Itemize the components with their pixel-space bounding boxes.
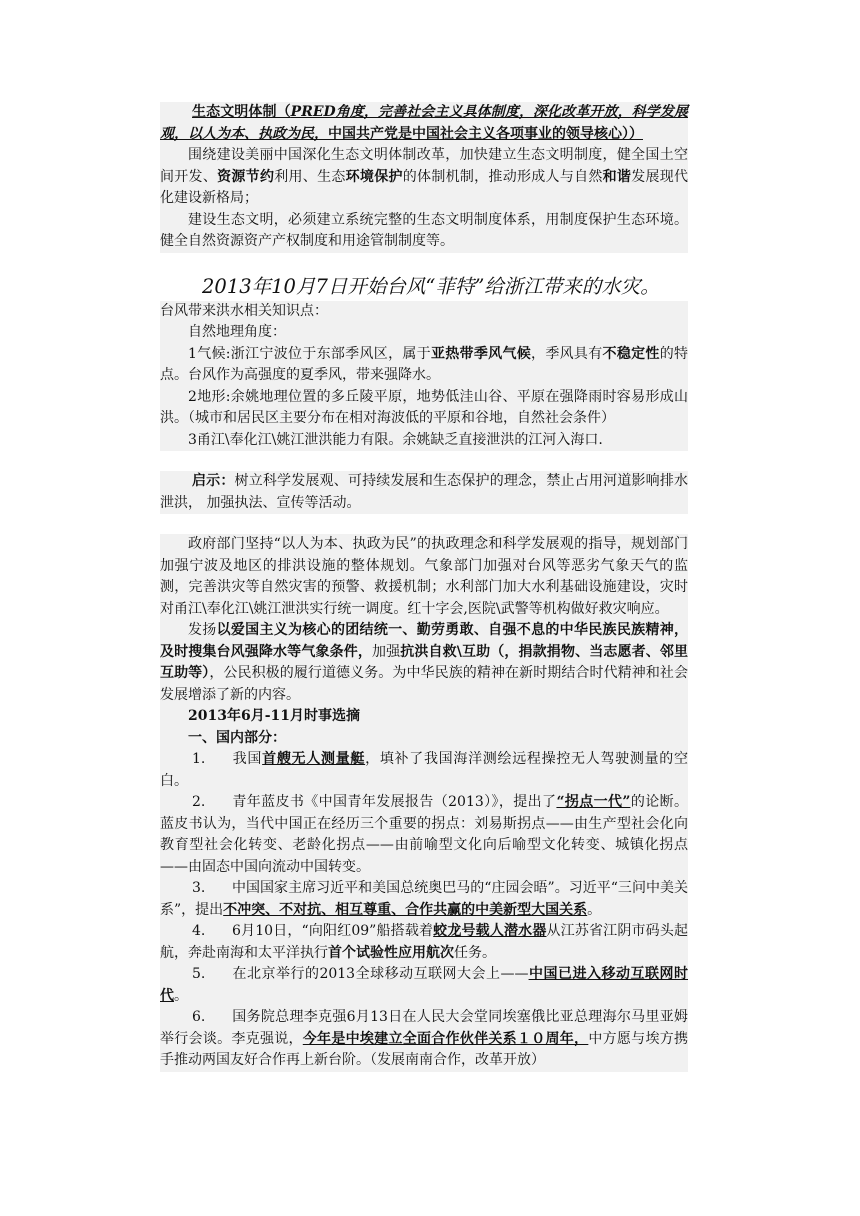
- text: 以爱国主义为核心的团结统一、勤劳勇敢、自强不息的中华民族民族精神: [216, 622, 675, 638]
- text: 在北京举行的2013全球移动互联网大会上——: [232, 966, 529, 982]
- geo-angle-label: 自然地理角度：: [188, 324, 286, 340]
- text: 首个试验性应用航次: [328, 944, 454, 961]
- text: 青年蓝皮书《中国青年发展报告（2013）》，提出了: [232, 794, 557, 810]
- heading-part: 中国共产党是中国社会主义各项事业的领导核心））: [328, 125, 643, 142]
- news-item: [160, 749, 688, 792]
- text: 亚热带季风气候: [430, 345, 532, 362]
- text: 围绕建设美丽中国深化生态文明体制改革，加快建立生态文明制度，健全国土空间开发、: [160, 147, 688, 185]
- news-item: [160, 1007, 688, 1072]
- heading-part: 生态文明体制（: [192, 104, 291, 120]
- text: 今年是中埃建立全面合作伙伴关系１０周年，: [302, 1030, 589, 1047]
- climate-point: [160, 344, 688, 387]
- item-number: 4.: [192, 923, 206, 939]
- news-item: [160, 964, 688, 1007]
- text: ，公民积极的履行道德义务。为中华民族的精神在新时期结合时代精神和社会发展增添了新的内容。: [160, 665, 689, 703]
- text: 中国已进入移动互联网时代: [160, 966, 688, 1004]
- ecology-paragraph-2: 建设生态文明，必须建立系统完整的生态文明制度体系，用制度保护生态环境。健全自然资源资产产权制度和用途管制制度等。: [160, 211, 688, 249]
- heading-part: PRED角度，完善社会主义具体制度，深化改革开放，科学发展观，以人为本、执政为民，: [160, 104, 688, 142]
- government-paragraph: 政府部门坚持“以人为本、执政为民”的执政理念和科学发展观的指导，规划部门加强宁波及地区的排洪设施的整体规划。气象部门加强对台风等恶劣气象天气的监测，完善洪灾等自然灾害的预警、救援机制；水利部门加大水利基础设施建设，灾时对甬江\奉化江\姚江泄洪实行统一调度。红十字会,医院\武警等机构做好救灾响应。: [160, 536, 688, 617]
- text: 国务院总理李克强6月13日在人民大会堂同埃塞俄比亚总理海尔马里亚姆举行会谈。李克强说，: [160, 1009, 688, 1047]
- knowledge-label: 台风带来洪水相关知识点：: [160, 302, 328, 319]
- spirit-paragraph: [160, 620, 688, 706]
- terrain-point: 2地形:余姚地理位置的多丘陵平原，地势低洼山谷、平原在强降雨时容易形成山洪。（城市和居民区主要分布在相对海波低的平原和谷地，自然社会条件）: [160, 388, 688, 426]
- insight-paragraph: [160, 471, 688, 514]
- insight-section: [160, 471, 688, 514]
- text: 的特点。台风作为高强度的夏季风，带来强降水。: [160, 345, 689, 383]
- news-section: [160, 706, 688, 1072]
- text: 首艘无人测量艇: [262, 751, 366, 767]
- text: 不稳定性: [602, 345, 660, 362]
- text: 任务。: [454, 944, 496, 961]
- text: 利用、生态: [274, 168, 346, 185]
- news-header: 2013年6月-11月时事选摘: [188, 708, 360, 724]
- government-section: [160, 534, 688, 706]
- text: “拐点一代”: [556, 794, 631, 810]
- item-number: 1.: [192, 751, 206, 767]
- insight-label: 启示：: [192, 473, 235, 489]
- ecology-section: [160, 102, 688, 253]
- text: 加强: [371, 643, 401, 660]
- typhoon-section: [160, 301, 688, 452]
- river-point: 3甬江\奉化江\姚江泄洪能力有限。余姚缺乏直接泄洪的江河入海口.: [188, 431, 603, 448]
- item-number: 5.: [192, 966, 206, 982]
- typhoon-title: 2013年10月7日开始台风“菲特”给浙江带来的水灾。: [202, 274, 660, 298]
- news-subheader: 一、国内部分：: [188, 729, 286, 746]
- text: 中国国家主席习近平和美国总统奥巴马的“庄园会晤”。习近平“三问中美关系”，提出: [160, 880, 688, 918]
- news-item: [160, 878, 688, 921]
- ecology-paragraph-1: [160, 145, 688, 210]
- text: 1气候:浙江宁波位于东部季风区，属于: [188, 345, 431, 362]
- text: 中方愿与埃方携手推动两国友好合作再上新台阶。（发展南南合作，改革开放）: [160, 1030, 689, 1068]
- document-page: [160, 102, 688, 1072]
- text: 资源节约: [217, 168, 275, 185]
- text: 抗洪自救\互助（，捐款捐物、当志愿者、邻里互助等）: [160, 643, 688, 681]
- text: ，季风具有: [531, 345, 603, 362]
- item-number: 3.: [192, 880, 206, 896]
- ecology-heading: [160, 102, 688, 145]
- text: 6月10日，“向阳红09”船搭载着: [232, 923, 434, 939]
- news-item: [160, 792, 688, 878]
- text: 发扬: [188, 622, 217, 638]
- text: 。: [587, 901, 602, 918]
- text: 不冲突、不对抗、相互尊重、合作共赢的中美新型大国关系: [223, 901, 588, 918]
- text: 从江苏省江阴市码头起航，奔赴南海和太平洋执行: [160, 923, 688, 961]
- news-item: [160, 921, 688, 964]
- text: 。: [174, 987, 188, 1004]
- text: ，填补了我国海洋测绘远程操控无人驾驶测量的空白。: [160, 751, 689, 789]
- text: ，及时搜集台风强降水等气象条件，: [160, 622, 689, 660]
- text: 和谐: [602, 168, 632, 185]
- text: 环境保护: [345, 168, 403, 185]
- insight-text: 树立科学发展观、可持续发展和生态保护的理念，禁止占用河道影响排水泄洪， 加强执法、宣传等活动。: [160, 473, 688, 511]
- text: 发展现代化建设新格局；: [160, 168, 689, 206]
- text: 蛟龙号载人潜水器: [433, 923, 547, 939]
- text: 我国: [232, 751, 263, 767]
- text: 的论断。蓝皮书认为，当代中国正在经历三个重要的拐点：刘易斯拐点——由生产型社会化向教育型社会化转变、老龄化拐点——由前喻型文化向后喻型文化转变、城镇化拐点——由固态中国向流动中国转变。: [160, 794, 688, 875]
- item-number: 6.: [192, 1009, 206, 1025]
- item-number: 2.: [192, 794, 206, 810]
- text: 的体制机制，推动形成人与自然: [402, 168, 603, 185]
